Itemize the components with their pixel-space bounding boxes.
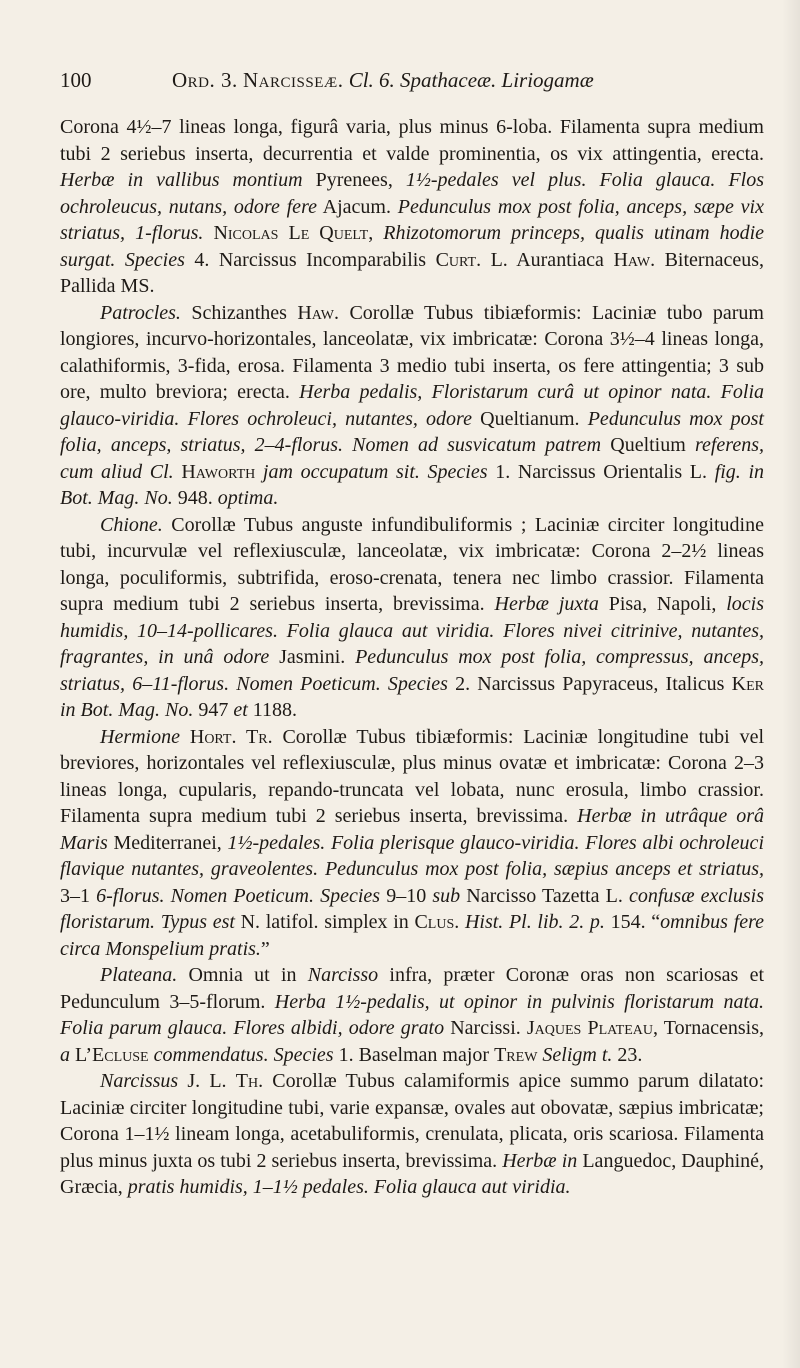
text-run: Narcissi. — [444, 1017, 527, 1039]
text-run: Omnia ut in — [177, 964, 308, 986]
text-run: Narcisso Tazetta L. — [460, 884, 629, 907]
text-run: 1. Baselman major — [333, 1043, 495, 1066]
text-run: omnibus fere circa Monspelium pratis. — [60, 911, 764, 960]
text-run: 1188. — [247, 699, 298, 721]
text-run: 2. Narcissus Papyraceus, Italicus — [447, 672, 732, 695]
text-run: Corollæ Tubus anguste infundibuliformis ; Laciniæ circiter longitudine tubi, incurvulæ vel reflexiusculæ, lanceolatæ, vix imbricatæ: Corona 2–2½ lineas longa, poculiformis, subtrifida, eroso-crenata, tenera nec limbo crassior. Filamenta supra medium tubi 2 seriebus inserta, brevissima. — [60, 513, 764, 615]
text-run: commendatus. Species — [153, 1043, 334, 1066]
page-edge-shadow — [782, 0, 800, 1368]
text-run: Curt — [435, 248, 477, 271]
text-run: Jaques Plateau — [526, 1017, 654, 1039]
text-run: . L. Aurantiaca — [476, 248, 614, 271]
text-run: Jasmini. — [269, 646, 356, 668]
text-run: a — [60, 1043, 70, 1066]
text-run: Schizanthes — [180, 301, 298, 324]
text-run: referens, cum aliud Cl. — [60, 434, 765, 483]
body-text — [60, 114, 764, 1201]
text-run: Queltianum. — [471, 407, 588, 430]
text-run: infra, præter Coronæ oras non scariosas et Pedunculum 3–5-florum. — [60, 964, 764, 1013]
text-run: Herbæ in — [502, 1149, 578, 1172]
text-run: in Bot. Mag. No. — [60, 699, 194, 721]
text-run — [203, 222, 213, 244]
paragraph — [60, 1068, 764, 1201]
text-run: Haworth — [181, 460, 256, 483]
text-run: 3–1 — [60, 884, 97, 907]
family-label: Narcisseæ. — [243, 68, 344, 92]
paragraph — [60, 300, 764, 512]
liriogamae-label: Liriogamæ — [501, 68, 594, 92]
text-run: J. L. — [178, 1070, 236, 1092]
text-run — [586, 169, 599, 191]
text-run: Patrocles. — [100, 301, 181, 324]
text-run: Hort. Tr — [189, 725, 268, 748]
text-run: Pedunculus mox post folia, anceps, sæpe vix striatus, 1-florus. — [60, 195, 764, 244]
text-run: . — [454, 911, 465, 933]
text-run: 1½-pedales. Folia plerisque glauco-viridia. Flores albi ochroleuci flavique nutantes, graveolentes. Pedunculus mox post folia, sæpius anceps et striatus, — [60, 831, 764, 880]
paragraph — [60, 724, 764, 963]
text-run: 6-florus. Nomen Poeticum. Species — [96, 884, 381, 907]
text-run: Th — [235, 1070, 259, 1092]
text-run: , Tornacensis, — [653, 1017, 765, 1039]
paragraph — [60, 114, 764, 300]
text-run: Pyrenees, — [302, 169, 406, 191]
text-run: . Biternaceus, Pallida MS. — [60, 248, 764, 297]
text-run: locis humidis, 10–14-pollicares. Folia glauca aut viridia. Flores nivei citrinive, nutantes, fragrantes, in unâ odore — [60, 593, 765, 668]
order-label: Ord. 3. — [172, 68, 238, 92]
text-run: L’Ecluse — [75, 1043, 149, 1066]
text-run: Corona 4½–7 lineas longa, figurâ varia, plus minus 6-loba. Filamenta supra medium tubi 2 seriebus inserta, decurrentia et valde prominentia, os vix attingentia, erecta. — [60, 116, 764, 165]
text-run: 948. — [172, 487, 218, 509]
page-number: 100 — [60, 68, 92, 92]
paragraph — [60, 512, 764, 724]
text-run: Chione. — [100, 513, 163, 536]
text-run: Languedoc, Dauphiné, Græcia, — [60, 1149, 765, 1198]
text-run — [255, 461, 263, 483]
text-run: Narcisso — [307, 964, 379, 986]
text-run: et — [233, 699, 248, 721]
text-run: 1½-pedales vel plus. — [405, 169, 587, 191]
text-run: . Corollæ Tubus tibiæformis: Laciniæ longitudine tubi vel breviores, horizontales vel reflexiusculæ, plus minus ovatæ et imbricatæ: Corona 2–3 lineas longa, cupularis, repando-truncata vel lobata, nunc erosula, limbo crassior. Filamenta supra medium tubi 2 seriebus inserta, brevissima. — [60, 725, 765, 827]
text-run: 4. Narcissus Incomparabilis — [184, 248, 436, 271]
text-run: confusæ exclusis floristarum. Typus est — [60, 884, 764, 933]
running-header — [60, 66, 770, 94]
text-run: , — [368, 222, 384, 244]
text-run: . Corollæ Tubus tibiæformis: Laciniæ tubo parum longiores, incurvo-horizontales, lanceolatæ, vix imbricatæ: Corona 3½–4 lineas longa, calathiformis, 3-fida, erosa. Filamenta 3 medio tubi inserta, os fere attingentia; 3 sub ore, multo breviora; erecta. — [60, 301, 764, 403]
text-run: Plateana. — [100, 964, 178, 986]
text-run: Herbæ in utrâque orâ Maris — [60, 805, 764, 854]
text-run: Herba 1½-pedalis, ut opinor in pulvinis floristarum nata. Folia parum glauca. Flores albidi, odore grato — [60, 990, 764, 1039]
text-run: Herbæ in vallibus montium — [60, 169, 303, 191]
text-run: Clus — [414, 911, 455, 933]
text-run: Hist. Pl. lib. 2. p. — [464, 911, 605, 933]
text-run: 154. “ — [604, 911, 661, 933]
text-run: Pedunculus mox post folia, anceps, striatus, 2–4-florus. Nomen ad susvicatum patrem — [60, 407, 764, 456]
text-run: sub — [432, 884, 461, 907]
text-run: Pisa, Napoli, — [598, 593, 727, 615]
text-run: Ajacum. — [316, 195, 398, 218]
text-run — [180, 726, 190, 748]
text-run: Hermione — [100, 725, 180, 748]
text-run: N. latifol. simplex in — [234, 911, 415, 933]
text-run: 947 — [193, 699, 234, 721]
text-run: Seligm t. — [542, 1043, 613, 1066]
text-run: Herba pedalis, Floristarum curâ ut opinor nata. Folia glauco-viridia. Flores ochroleuci, nutantes, odore — [60, 381, 765, 430]
class-label: Cl. 6. — [348, 68, 395, 92]
text-run: Folia glauca. Flos ochroleucus, nutans, odore fere — [60, 169, 764, 218]
text-run: Haw — [613, 248, 651, 271]
text-run: Narcissus — [100, 1070, 179, 1092]
text-run: fig. in Bot. Mag. No. — [60, 460, 765, 509]
text-run: Trew — [494, 1043, 538, 1066]
text-run: Rhizotomorum princeps, qualis utinam hodie surgat. Species — [60, 222, 765, 271]
text-run: jam occupatum sit. Species — [262, 460, 488, 483]
text-run: Mediterranei, — [107, 831, 228, 854]
text-run: ” — [260, 937, 270, 960]
running-title — [172, 66, 594, 94]
text-run: 23. — [612, 1043, 643, 1066]
paragraph — [60, 962, 764, 1068]
text-run: optima. — [217, 487, 279, 509]
text-run: Ker — [731, 672, 764, 695]
text-run: 9–10 — [380, 884, 433, 907]
text-run: Herbæ juxta — [494, 593, 599, 615]
text-run: pratis humidis, 1–1½ pedales. Folia glauca aut viridia. — [127, 1176, 571, 1198]
text-run: Pedunculus mox post folia, compressus, anceps, striatus, 6–11-florus. Nomen Poeticum. Species — [60, 646, 764, 695]
spathaceae-label: Spathaceæ. — [400, 68, 497, 92]
text-run: Nicolas Le Quelt — [213, 222, 369, 244]
text-run: Queltium — [601, 434, 695, 456]
text-run: 1. Narcissus Orientalis L. — [487, 460, 715, 483]
text-run: Haw — [297, 301, 335, 324]
text-run: . Corollæ Tubus calamiformis apice summo parum dilatato: Laciniæ circiter longitudine tubi, varie expansæ, ovales aut obovatæ, sæpius imbricatæ; Corona 1–1½ lineam longa, acetabuliformis, crenulata, plicata, oris scariosa. Filamenta plus minus juxta os tubi 2 seriebus inserta, brevissima. — [60, 1070, 764, 1172]
